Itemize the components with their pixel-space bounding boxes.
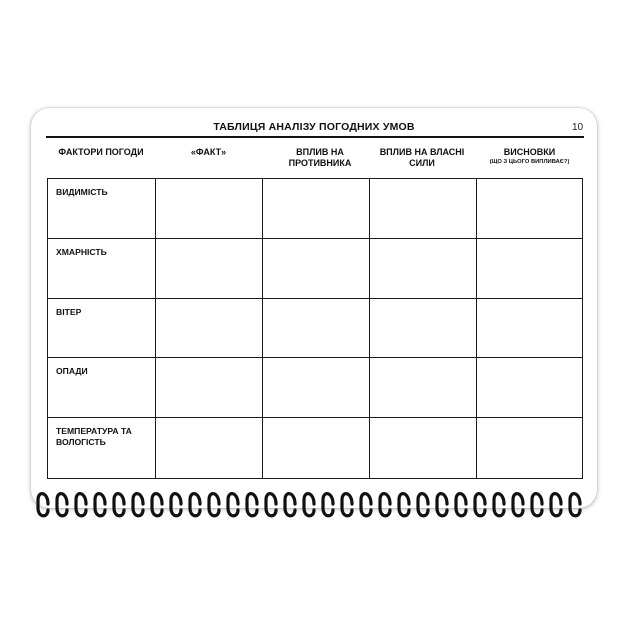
binding-ring bbox=[57, 494, 67, 516]
binding-ring bbox=[228, 494, 238, 516]
spiral-binding bbox=[0, 486, 628, 526]
row-label-visibility: ВИДИМІСТЬ bbox=[48, 179, 156, 239]
binding-ring bbox=[399, 494, 409, 516]
binding-ring bbox=[570, 494, 580, 516]
binding-ring bbox=[114, 494, 124, 516]
binding-ring bbox=[380, 494, 390, 516]
binding-ring bbox=[285, 494, 295, 516]
binding-ring bbox=[437, 494, 447, 516]
header-conclusions: ВИСНОВКИ (ЩО З ЦЬОГО ВИПЛИВАЄ?) bbox=[476, 147, 583, 166]
table-cell bbox=[263, 418, 370, 478]
table-cell bbox=[156, 179, 263, 239]
binding-ring bbox=[266, 494, 276, 516]
header-weather-factors: ФАКТОРИ ПОГОДИ bbox=[58, 147, 144, 157]
table-cell bbox=[477, 179, 582, 239]
binding-ring bbox=[247, 494, 257, 516]
binding-ring bbox=[95, 494, 105, 516]
binding-ring bbox=[38, 494, 48, 516]
table-cell bbox=[156, 358, 263, 418]
table-cell bbox=[156, 418, 263, 478]
binding-ring bbox=[456, 494, 466, 516]
table-cell bbox=[263, 299, 370, 359]
table-cell bbox=[263, 358, 370, 418]
binding-ring bbox=[152, 494, 162, 516]
binding-ring bbox=[494, 494, 504, 516]
table-cell bbox=[263, 239, 370, 299]
table-cell bbox=[156, 239, 263, 299]
binding-ring bbox=[171, 494, 181, 516]
table-cell bbox=[477, 358, 582, 418]
binding-ring bbox=[418, 494, 428, 516]
page-title: ТАБЛИЦЯ АНАЛІЗУ ПОГОДНИХ УМОВ bbox=[213, 121, 415, 133]
binding-ring bbox=[76, 494, 86, 516]
table-cell bbox=[370, 239, 477, 299]
binding-ring bbox=[304, 494, 314, 516]
binding-ring bbox=[361, 494, 371, 516]
header-impact-enemy: ВПЛИВ НА ПРОТИВНИКА bbox=[288, 147, 352, 168]
row-label-wind: ВІТЕР bbox=[48, 299, 156, 359]
binding-ring bbox=[513, 494, 523, 516]
row-label-precipitation: ОПАДИ bbox=[48, 358, 156, 418]
table-cell bbox=[370, 299, 477, 359]
weather-analysis-table bbox=[47, 178, 583, 479]
table-cell bbox=[370, 418, 477, 478]
table-cell bbox=[477, 239, 582, 299]
table-cell bbox=[370, 179, 477, 239]
row-label-temperature-humidity: ТЕМПЕРАТУРА ТА ВОЛОГІСТЬ bbox=[48, 418, 156, 478]
page-number: 10 bbox=[572, 122, 584, 133]
header-conclusions-subtitle: (ЩО З ЦЬОГО ВИПЛИВАЄ?) bbox=[489, 159, 570, 165]
binding-ring bbox=[551, 494, 561, 516]
table-cell bbox=[156, 299, 263, 359]
binding-ring bbox=[475, 494, 485, 516]
binding-ring bbox=[323, 494, 333, 516]
table-cell bbox=[477, 299, 582, 359]
binding-ring bbox=[532, 494, 542, 516]
binding-ring bbox=[342, 494, 352, 516]
table-cell bbox=[370, 358, 477, 418]
header-fact: «ФАКТ» bbox=[190, 147, 227, 157]
binding-ring bbox=[209, 494, 219, 516]
binding-ring bbox=[133, 494, 143, 516]
binding-ring bbox=[190, 494, 200, 516]
table-cell bbox=[477, 418, 582, 478]
row-label-cloudiness: ХМАРНІСТЬ bbox=[48, 239, 156, 299]
header-impact-own-forces: ВПЛИВ НА ВЛАСНІ СИЛИ bbox=[379, 147, 465, 168]
table-cell bbox=[263, 179, 370, 239]
title-underline bbox=[46, 136, 584, 138]
